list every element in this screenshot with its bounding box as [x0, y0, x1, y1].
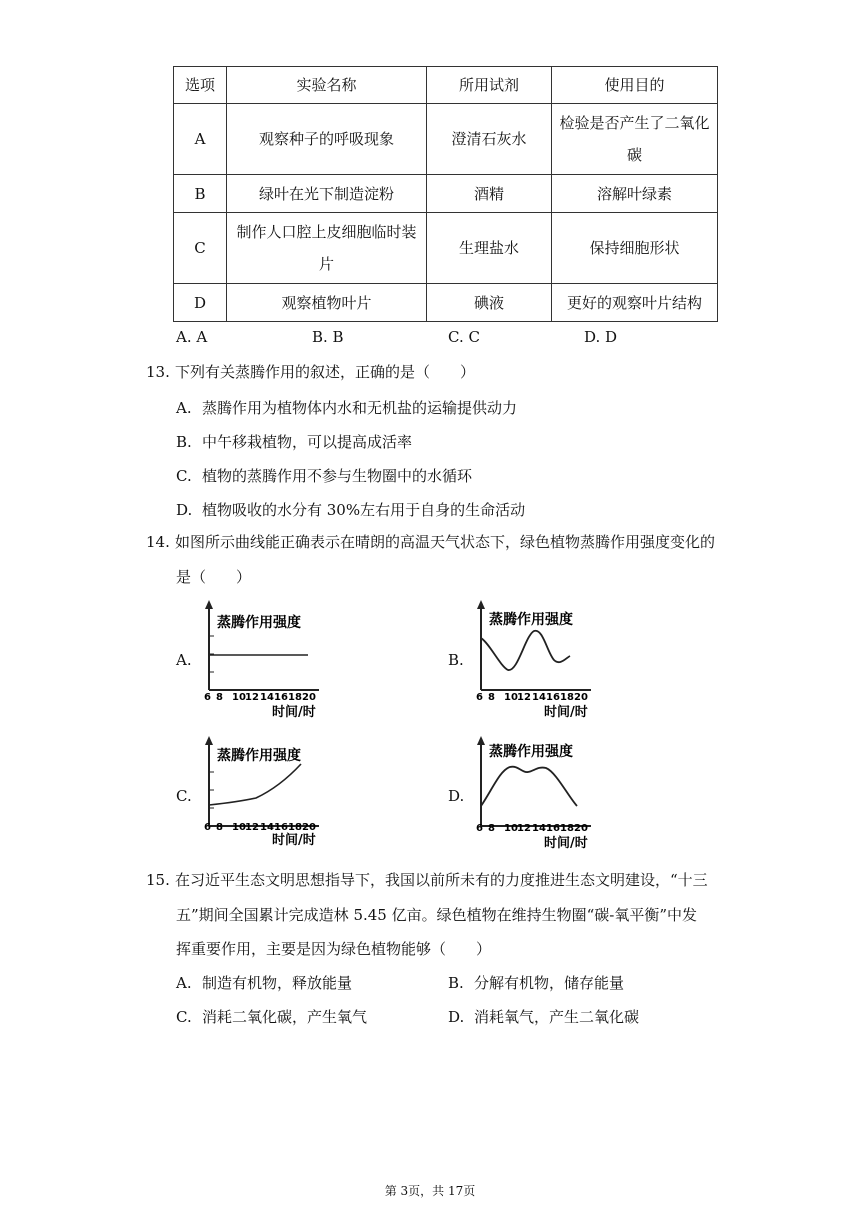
table-cell: [227, 213, 427, 284]
chart-a-label[interactable]: A.: [176, 651, 192, 669]
option-text: 中午移栽植物，可以提高成活率: [202, 433, 413, 451]
cell-text: 澄清石灰水: [451, 130, 527, 148]
tick-label: 12: [245, 822, 259, 833]
x-tick-labels: [204, 822, 316, 833]
chart-title: 蒸腾作用强度: [489, 744, 573, 760]
cell-text-line: 碳: [626, 146, 642, 164]
cell-text-line: 片: [318, 255, 334, 273]
experiment-table: [173, 66, 718, 322]
tick-label: 16: [546, 692, 560, 703]
option-text: 消耗二氧化碳，产生氧气: [202, 1008, 368, 1026]
table-cell: 溶解叶绿素: [552, 175, 718, 213]
tick-label: 10: [504, 823, 518, 834]
table-row: [174, 175, 718, 213]
option-label: C.: [176, 467, 192, 485]
tick-label: 12: [245, 692, 259, 703]
option-label: B.: [176, 433, 192, 451]
cell-text: A: [194, 130, 206, 148]
tick-label: 18: [288, 822, 302, 833]
chart-a[interactable]: [198, 598, 328, 718]
q12-option-c[interactable]: C. C: [448, 328, 480, 346]
tick-label: 8: [488, 823, 495, 834]
tick-label: 20: [302, 692, 316, 703]
option-label: A.: [176, 399, 192, 417]
tick-label: 14: [532, 692, 546, 703]
question-text: 下列有关蒸腾作用的叙述，正确的是（ ）: [175, 363, 476, 381]
table-cell: 观察植物叶片: [227, 284, 427, 322]
chart-b[interactable]: [470, 598, 600, 718]
q13-option-d[interactable]: [176, 499, 525, 520]
tick-label: 16: [274, 692, 288, 703]
table-row: [174, 213, 718, 284]
tick-label: 10: [504, 692, 518, 703]
x-axis-label: 时间/时: [544, 836, 588, 851]
q13-option-b[interactable]: [176, 431, 412, 452]
table-header-cell: 实验名称: [227, 67, 427, 104]
q13-option-c[interactable]: [176, 465, 472, 486]
table-row: [174, 284, 718, 322]
table-cell: [552, 104, 718, 175]
curve: [481, 767, 577, 806]
option-label: D.: [448, 1008, 465, 1026]
question-number: 13.: [146, 363, 170, 381]
tick-label: 20: [574, 692, 588, 703]
q13-option-a[interactable]: [176, 397, 517, 418]
table-row: [174, 104, 718, 175]
tick-label: 8: [216, 822, 223, 833]
chart-title: 蒸腾作用强度: [489, 612, 573, 628]
x-axis-label: 时间/时: [272, 833, 316, 848]
x-axis-label: 时间/时: [272, 705, 316, 718]
q13-stem: [146, 362, 475, 382]
chart-c[interactable]: [198, 734, 328, 854]
option-label: D.: [176, 501, 193, 519]
option-text: 分解有机物，储存能量: [474, 974, 625, 992]
tick-label: 16: [274, 822, 288, 833]
option-text: 消耗氧气，产生二氧化碳: [474, 1008, 640, 1026]
y-axis-arrow: [205, 600, 213, 609]
table-cell: [174, 104, 227, 175]
tick-label: 6: [476, 823, 483, 834]
table-cell: 绿叶在光下制造淀粉: [227, 175, 427, 213]
table-cell: 酒精: [427, 175, 552, 213]
tick-label: 12: [517, 692, 531, 703]
q14-stem-line2: 是（ ）: [176, 568, 252, 586]
table-header-cell: 选项: [174, 67, 227, 104]
x-tick-labels: [476, 692, 588, 703]
x-axis-label: 时间/时: [544, 705, 588, 718]
y-axis-arrow: [477, 600, 485, 609]
x-tick-labels: [204, 692, 316, 703]
tick-label: 18: [288, 692, 302, 703]
tick-label: 10: [232, 692, 246, 703]
x-tick-labels: [476, 823, 588, 834]
q12-option-b[interactable]: B. B: [312, 328, 344, 346]
chart-d[interactable]: [470, 734, 600, 854]
tick-label: 6: [204, 692, 211, 703]
tick-label: 8: [488, 692, 495, 703]
option-label: C.: [176, 1008, 192, 1026]
option-text: 植物的蒸腾作用不参与生物圈中的水循环: [202, 467, 473, 485]
table-header-cell: 使用目的: [552, 67, 718, 104]
q12-option-a[interactable]: A. A: [176, 328, 208, 346]
table-cell: C: [174, 213, 227, 284]
q15-option-d[interactable]: [448, 1006, 639, 1027]
table-cell: 生理盐水: [427, 213, 552, 284]
cell-text: 观察种子的呼吸现象: [258, 130, 394, 148]
page-footer: 第 3页，共 17页: [384, 1184, 476, 1198]
option-text: 制造有机物，释放能量: [202, 974, 353, 992]
q12-option-d[interactable]: D. D: [584, 328, 618, 346]
table-cell: B: [174, 175, 227, 213]
table-cell: [227, 104, 427, 175]
q14-stem: [146, 532, 715, 552]
table-cell: D: [174, 284, 227, 322]
question-number: 15.: [146, 871, 170, 889]
tick-label: 8: [216, 692, 223, 703]
question-number: 14.: [146, 533, 170, 551]
option-text: 植物吸收的水分有 30%左右用于自身的生命活动: [202, 501, 526, 519]
chart-c-label[interactable]: C.: [176, 787, 192, 805]
tick-label: 6: [204, 822, 211, 833]
tick-label: 14: [532, 823, 546, 834]
y-axis-arrow: [205, 736, 213, 745]
table-cell: 更好的观察叶片结构: [552, 284, 718, 322]
chart-title: 蒸腾作用强度: [217, 615, 301, 631]
question-text: 如图所示曲线能正确表示在晴朗的高温天气状态下，绿色植物蒸腾作用强度变化的: [175, 533, 716, 551]
option-text: 蒸腾作用为植物体内水和无机盐的运输提供动力: [202, 399, 518, 417]
option-label: A.: [176, 974, 192, 992]
tick-label: 18: [560, 692, 574, 703]
curve: [209, 764, 301, 805]
q15-stem: [146, 870, 708, 890]
chart-b-label[interactable]: B.: [448, 651, 464, 669]
q15-stem-line2: 五”期间全国累计完成造林 5.45 亿亩。绿色植物在维持生物圈“碳-氧平衡”中发: [176, 906, 698, 924]
tick-label: 14: [260, 822, 274, 833]
cell-text-line: 检验是否产生了二氧化: [559, 114, 710, 132]
tick-label: 18: [560, 823, 574, 834]
q15-stem-line3: 挥重要作用，主要是因为绿色植物能够（ ）: [176, 940, 492, 958]
tick-label: 20: [302, 822, 316, 833]
tick-label: 12: [517, 823, 531, 834]
table-header-row: [174, 67, 718, 104]
q15-option-c[interactable]: [176, 1006, 367, 1027]
chart-d-label[interactable]: D.: [448, 787, 465, 805]
chart-title: 蒸腾作用强度: [217, 748, 301, 764]
q15-option-a[interactable]: [176, 972, 352, 993]
table-cell: 保持细胞形状: [552, 213, 718, 284]
tick-label: 6: [476, 692, 483, 703]
option-label: B.: [448, 974, 464, 992]
tick-label: 20: [574, 823, 588, 834]
tick-label: 14: [260, 692, 274, 703]
cell-text-line: 制作人口腔上皮细胞临时装: [236, 223, 417, 241]
table-cell: 碘液: [427, 284, 552, 322]
tick-label: 16: [546, 823, 560, 834]
table-cell: [427, 104, 552, 175]
question-text: 在习近平生态文明思想指导下，我国以前所未有的力度推进生态文明建设，“十三: [175, 871, 708, 889]
y-axis-arrow: [477, 736, 485, 745]
tick-label: 10: [232, 822, 246, 833]
curve: [481, 631, 570, 670]
table-header-cell: 所用试剂: [427, 67, 552, 104]
q15-option-b[interactable]: [448, 972, 624, 993]
